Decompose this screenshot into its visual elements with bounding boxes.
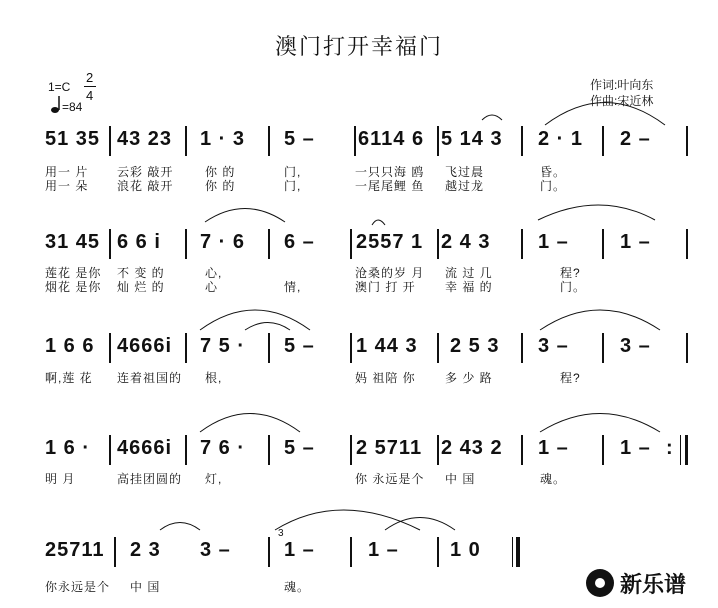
lyric: 昏。 — [540, 165, 567, 179]
time-signature-top: 2 — [86, 70, 94, 85]
measure: 4666i — [117, 335, 173, 357]
lyric: 心, — [205, 266, 223, 280]
lyric: 灯, — [205, 472, 223, 486]
composer-credit: 作曲:宋近林 — [590, 94, 654, 108]
lyric: 你永远是个 — [45, 580, 111, 594]
measure: 1 – — [620, 437, 651, 459]
song-title: 澳门打开幸福门 — [274, 34, 443, 59]
lyric: 你 的 — [205, 165, 236, 179]
triplet-mark: 3 — [278, 528, 284, 539]
measure: 1 – — [538, 437, 569, 459]
measure: 7 · 6 — [200, 231, 246, 253]
measure: 5 – — [284, 437, 315, 459]
key-signature: 1=C — [48, 80, 71, 94]
lyric: 多 少 路 — [445, 371, 493, 385]
logo-text: 新乐谱 — [620, 571, 687, 597]
measure: 25711 — [45, 539, 105, 561]
measure: 1 – — [538, 231, 569, 253]
measure: 1 6 6 — [45, 335, 95, 357]
measure: 2 – — [620, 128, 651, 150]
measure: 5 – — [284, 128, 315, 150]
lyric: 云彩 敲开 — [117, 165, 174, 179]
lyric: 程? — [560, 371, 581, 385]
lyric: 莲花 是你 — [45, 266, 102, 280]
measure: 7 5 · — [200, 335, 246, 357]
measure: 2557 1 — [356, 231, 424, 253]
measure: 43 23 — [117, 128, 173, 150]
lyric: 流 过 几 — [445, 266, 493, 280]
lyric: 烟花 是你 — [45, 280, 102, 294]
lyric: 心 — [205, 280, 219, 294]
measure: 1 0 — [450, 539, 481, 561]
measure: 2 3 — [130, 539, 161, 561]
measure: 6114 6 — [358, 128, 425, 150]
lyric: 中 国 — [445, 472, 476, 486]
repeat-dots: : — [666, 437, 674, 459]
lyricist-credit: 作词:叶向东 — [590, 78, 654, 92]
lyric: 高挂团圆的 — [117, 472, 183, 486]
lyric: 中 国 — [130, 580, 161, 594]
lyric: 你 的 — [205, 179, 236, 193]
lyric: 越过龙 — [445, 179, 485, 193]
lyric: 门, — [284, 165, 302, 179]
measure: 2 43 2 — [441, 437, 503, 459]
measure: 3 – — [620, 335, 651, 357]
lyric: 魂。 — [540, 472, 567, 486]
lyric: 你 永远是个 — [355, 472, 425, 486]
measure: 2 5711 — [356, 437, 423, 459]
measure: 6 6 i — [117, 231, 161, 253]
lyric: 情, — [284, 280, 302, 294]
measure: 51 35 — [45, 128, 101, 150]
lyric: 连着祖国的 — [117, 371, 183, 385]
lyric: 明 月 — [45, 472, 76, 486]
lyric: 幸 福 的 — [445, 280, 493, 294]
measure: 1 – — [284, 539, 315, 561]
lyric: 程? — [560, 266, 581, 280]
measure: 1 · 3 — [200, 128, 246, 150]
lyric: 一尾尾鲤 鱼 — [355, 179, 425, 193]
measure: 1 44 3 — [356, 335, 418, 357]
lyric: 魂。 — [284, 580, 311, 594]
measure: 2 5 3 — [450, 335, 500, 357]
lyric: 澳门 打 开 — [355, 280, 416, 294]
measure: 5 14 3 — [441, 128, 503, 150]
measure: 4666i — [117, 437, 173, 459]
lyric: 沧桑的岁 月 — [355, 266, 425, 280]
lyric: 飞过晨 — [445, 165, 485, 179]
measure: 2 · 1 — [538, 128, 584, 150]
measure: 6 – — [284, 231, 315, 253]
measure: 7 6 · — [200, 437, 246, 459]
lyric: 浪花 敲开 — [117, 179, 174, 193]
measure: 3 – — [200, 539, 231, 561]
measure: 31 45 — [45, 231, 101, 253]
measure: 3 – — [538, 335, 569, 357]
measure: 2 4 3 — [441, 231, 491, 253]
lyric: 一只只海 鸥 — [355, 165, 425, 179]
record-disc-icon — [586, 569, 614, 597]
lyric: 妈 祖陪 你 — [355, 371, 416, 385]
lyric: 不 变 的 — [117, 266, 165, 280]
tempo-mark: =84 — [62, 100, 83, 114]
site-logo — [586, 566, 686, 600]
lyric: 门。 — [540, 179, 567, 193]
measure: 5 – — [284, 335, 315, 357]
lyric: 根, — [205, 371, 223, 385]
lyric: 门, — [284, 179, 302, 193]
lyric: 用一 朵 — [45, 179, 89, 193]
lyric: 门。 — [560, 280, 587, 294]
measure: 1 6 · — [45, 437, 91, 459]
lyric: 灿 烂 的 — [117, 280, 165, 294]
time-signature-bottom: 4 — [86, 88, 94, 103]
measure: 1 – — [620, 231, 651, 253]
measure: 1 – — [368, 539, 399, 561]
lyric: 用一 片 — [45, 165, 89, 179]
lyric: 啊,莲 花 — [45, 371, 93, 385]
